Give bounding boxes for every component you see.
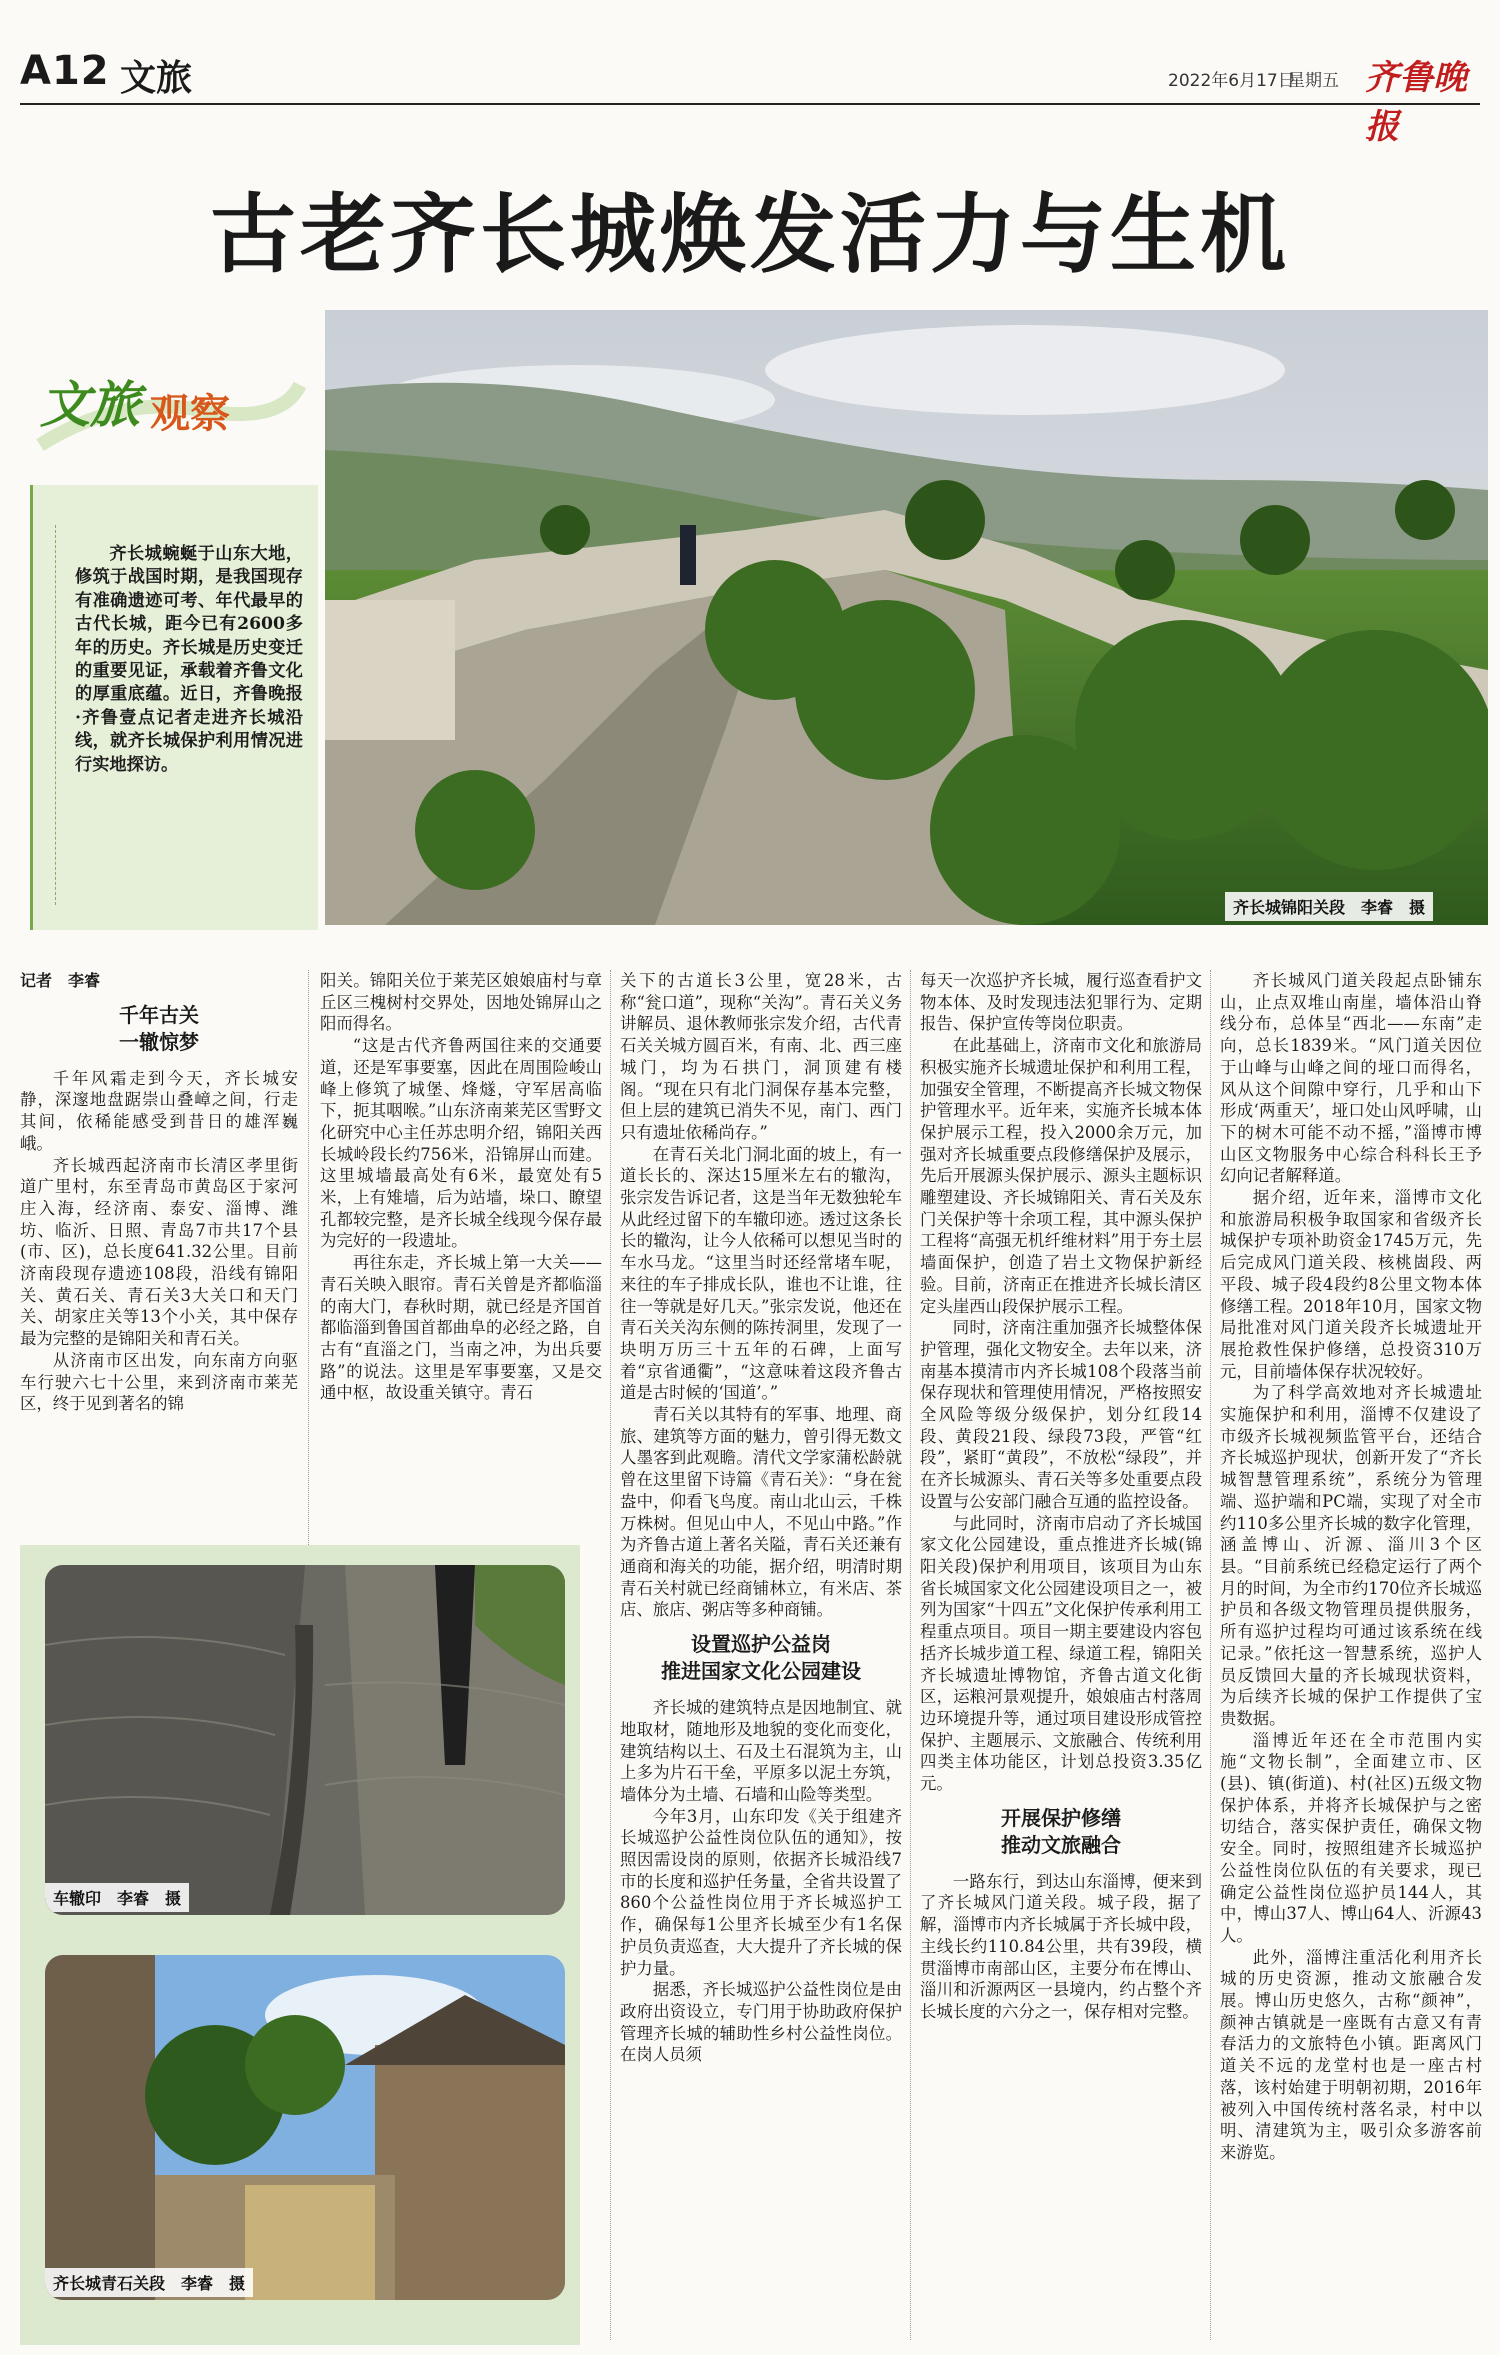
great-wall-photo	[325, 310, 1488, 925]
issue-weekday: 星期五	[1288, 71, 1339, 91]
paragraph: 齐长城的建筑特点是因地制宜、就地取材，随地形及地貌的变化而变化，建筑结构以土、石及土石混筑为主，山上多为片石干垒，平原多以泥土夯筑，墙体分为土墙、石墙和山险等类型。	[620, 1698, 902, 1804]
paragraph: 齐长城风门道关段起点卧铺东山，止点双堆山南崖，墙体沿山脊线分布，总体呈“西北——东南”走向，总长1839米。“风门道关因位于山峰与山峰之间的垭口而得名，风从这个间隙中穿行，几乎和山下形成‘两重天’，垭口处山风呼啸，山下的树木可能不动不摇，”淄博市博山区文物服务中心综合科科长王予幻向记者解释道。	[1220, 971, 1482, 1186]
paragraph: 同时，济南注重加强齐长城整体保护管理，强化文物安全。去年以来，济南基本摸清市内齐长城108个段落当前保存现状和管理使用情况，严格按照安全风险等级分级保护，划分红段14段、黄段21段、绿段73段，严管“红段”，紧盯“黄段”，不放松“绿段”，并在齐长城源头、青石关等多处重要点段设置与公安部门融合互通的监控设备。	[920, 1318, 1202, 1511]
article-column-3	[620, 970, 902, 2066]
page-header	[0, 0, 1500, 147]
subheading-line: 推动文旅融合	[1001, 1832, 1121, 1857]
wheel-rut-caption: 车辙印 李睿 摄	[45, 1883, 189, 1912]
column-logo-title: 文旅	[40, 375, 140, 434]
paragraph: 每天一次巡护齐长城，履行巡查看护文物本体、及时发现违法犯罪行为、定期报告、保护宣传等岗位职责。	[920, 971, 1202, 1034]
lead-box	[30, 485, 318, 930]
subheading-line: 一辙惊梦	[119, 1029, 199, 1054]
column-divider	[308, 970, 309, 1545]
paragraph: 据悉，齐长城巡护公益性岗位是由政府出资设立，专门用于协助政府保护管理齐长城的辅助性乡村公益性岗位。在岗人员须	[620, 1980, 902, 2065]
qingshi-pass-photo	[45, 1955, 565, 2300]
paragraph: 在青石关北门洞北面的坡上，有一道长长的、深达15厘米左右的辙沟，张宗发告诉记者，这是当年无数独轮车从此经过留下的车辙印迹。透过这条长长的辙沟，让今人依稀可以想见当时的车水马龙。“这里当时还经常堵车呢，来往的车子排成长队，谁也不让谁，往往一等就是好几天。”张宗发说，他还在青石关关沟东侧的陈抟洞里，发现了一块明万历三十五年的石碑，上面写着“京省通衢”，“这意味着这段齐鲁古道是古时候的‘国道’。”	[620, 1144, 902, 1403]
main-photo	[325, 310, 1488, 925]
paragraph: 今年3月，山东印发《关于组建齐长城巡护公益性岗位队伍的通知》，按照因需设岗的原则，依据齐长城沿线7市的长度和巡护任务量，全省共设置了860个公益性岗位用于齐长城巡护工作，确保每1公里齐长城至少有1名保护员负责巡查，大大提升了齐长城的保护力量。	[620, 1806, 902, 1978]
paragraph: 从济南市区出发，向东南方向驱车行驶六七十公里，来到济南市莱芜区，终于见到著名的锦	[20, 1350, 298, 1414]
subheading	[920, 1805, 1202, 1859]
page-number: A12	[20, 48, 110, 94]
qingshi-pass-image	[45, 1955, 565, 2300]
headline: 古老齐长城焕发活力与生机	[210, 184, 1290, 285]
article-column-2	[320, 970, 602, 1404]
paragraph: 在此基础上，济南市文化和旅游局积极实施齐长城遗址保护和利用工程，加强安全管理，不断提高齐长城文物保护管理水平。近年来，实施齐长城本体保护展示工程，投入2000余万元，加强对齐长城重要点段修缮保护及展示，先后开展源头保护展示、源头主题标识雕塑建设、齐长城锦阳关、青石关及东门关保护等十余项工程，其中源头保护工程将“高强无机纤维材料”用于夯土层墙面保护，创造了岩土文物保护新经验。目前，济南正在推进齐长城长清区定头崖西山段保护展示工程。	[920, 1036, 1202, 1316]
article-column-1	[20, 970, 298, 1415]
subheading	[620, 1631, 902, 1685]
paragraph: 与此同时，济南市启动了齐长城国家文化公园建设，重点推进齐长城(锦阳关段)保护利用项目，该项目为山东省长城国家文化公园建设项目之一，被列为国家“十四五”文化保护传承利用工程重点项目。项目一期主要建设内容包括齐长城步道工程、绿道工程，锦阳关齐长城遗址博物馆，齐鲁古道文化街区，运粮河景观提升，娘娘庙古村落周边环境提升等，通过项目建设形成管控保护、主题展示、文旅融合、传统利用四类主体功能区，计划总投资3.35亿元。	[920, 1513, 1202, 1794]
header-rule	[20, 103, 1480, 105]
paragraph: 此外，淄博注重活化利用齐长城的历史资源，推动文旅融合发展。博山历史悠久，古称“颜神”，颜神古镇就是一座既有古意又有青春活力的文旅特色小镇。距离风门道关不远的龙堂村也是一座古村落，该村始建于明朝初期，2016年被列入中国传统村落名录，村中以明、清建筑为主，吸引众多游客前来游览。	[1220, 1947, 1482, 2162]
subheading-line: 千年古关	[119, 1002, 199, 1027]
subheading-line: 推进国家文化公园建设	[661, 1659, 861, 1684]
byline: 记者 李睿	[20, 971, 101, 990]
paragraph: 千年风霜走到今天，齐长城安静，深邃地盘踞崇山叠嶂之间，行走其间，依稀能感受到昔日的雄浑巍峨。	[20, 1068, 298, 1153]
wheel-rut-image	[45, 1565, 565, 1915]
section-name: 文旅	[120, 58, 193, 99]
qingshi-pass-caption: 齐长城青石关段 李睿 摄	[45, 2268, 253, 2297]
paragraph: 关下的古道长3公里，宽28米，古称“瓮口道”，现称“关沟”。青石关义务讲解员、退休教师张宗发介绍，古代青石关关城方圆百米，有南、北、西三座城门，均为石拱门，洞顶建有楼阁。“现在只有北门洞保存基本完整，但上层的建筑已消失不见，南门、西门只有遗址依稀尚存。”	[620, 971, 902, 1142]
article-column-4	[920, 970, 1202, 2023]
paragraph: 淄博近年还在全市范围内实施“文物长制”，全面建立市、区(县)、镇(街道)、村(社区)五级文物保护体系，并将齐长城保护与之密切结合，落实保护责任，确保文物安全。同时，按照组建齐长城巡护公益性岗位队伍的有关要求，现已确定公益性岗位巡护员144人，其中，博山37人、博山64人、沂源43人。	[1220, 1730, 1482, 1945]
wheel-rut-photo	[45, 1565, 565, 1915]
subheading-line: 开展保护修缮	[1001, 1805, 1121, 1830]
paragraph: 阳关。锦阳关位于莱芜区娘娘庙村与章丘区三槐树村交界处，因地处锦屏山之阳而得名。	[320, 971, 602, 1034]
lead-box-rule	[55, 525, 56, 905]
column-divider	[1210, 970, 1211, 2340]
subheading	[20, 1002, 298, 1056]
article-column-5	[1220, 970, 1482, 2164]
paragraph: “这是古代齐鲁两国往来的交通要道，还是军事要塞，因此在周围险峻山峰上修筑了城堡、烽燧，守军居高临下，扼其咽喉。”山东济南莱芜区雪野文化研究中心主任苏忠明介绍，锦阳关西长城岭段长约756米，沿锦屏山而建。这里城墙最高处有6米，最宽处有5米，上有雉墙，后为站墙，垛口、瞭望孔都较完整，是齐长城全线现今保存最为完好的一段遗址。	[320, 1036, 602, 1251]
paragraph: 一路东行，到达山东淄博，便来到了齐长城风门道关段。城子段，据了解，淄博市内齐长城属于齐长城中段，主线长约110.84公里，共有39段，横贯淄博市南部山区，主要分布在博山、淄川和沂源两区一县境内，约占整个齐长城长度的六分之一，保存相对完整。	[920, 1871, 1202, 2021]
issue-date: 2022年6月17日	[1168, 71, 1295, 91]
column-divider	[610, 970, 611, 2340]
subheading-line: 设置巡护公益岗	[691, 1632, 831, 1657]
lead-text: 齐长城蜿蜒于山东大地，修筑于战国时期，是我国现存有准确遗迹可考、年代最早的古代长城，距今已有2600多年的历史。齐长城是历史变迁的重要见证，承载着齐鲁文化的厚重底蕴。近日，齐鲁晚报·齐鲁壹点记者走进齐长城沿线，就齐长城保护利用情况进行实地探访。	[75, 544, 303, 775]
column-divider	[910, 970, 911, 2340]
paragraph: 齐长城西起济南市长清区孝里街道广里村，东至青岛市黄岛区于家河庄入海，经济南、泰安、淄博、潍坊、临沂、日照、青岛7市共17个县(市、区)，总长度641.32公里。目前济南段现存遗迹108段，沿线有锦阳关、黄石关、青石关3大关口和天门关、胡家庄关等13个小关，其中保存最为完整的是锦阳关和青石关。	[20, 1155, 298, 1349]
paragraph: 为了科学高效地对齐长城遗址实施保护和利用，淄博不仅建设了市级齐长城视频监管平台，还结合齐长城巡护现状，创新开发了“齐长城智慧管理系统”，系统分为管理端、巡护端和PC端，实现了对全市约110多公里齐长城的数字化管理，涵盖博山、沂源、淄川3个区县。“目前系统已经稳定运行了两个月的时间，为全市约170位齐长城巡护员和各级文物管理员提供服务，所有巡护过程均可通过该系统在线记录。”依托这一智慧系统，巡护人员反馈回大量的齐长城现状资料，为后续齐长城的保护工作提供了宝贵数据。	[1220, 1383, 1482, 1728]
paragraph: 再往东走，齐长城上第一大关——青石关映入眼帘。青石关曾是齐都临淄的南大门，春秋时期，就已经是齐国首都临淄到鲁国首都曲阜的必经之路，自古有“直淄之门，当南之冲，为出兵要路”的说法。这里是军事要塞，又是交通中枢，故设重关镇守。青石	[320, 1253, 602, 1403]
paragraph: 青石关以其特有的军事、地理、商旅、建筑等方面的魅力，曾引得无数文人墨客到此观瞻。清代文学家蒲松龄就曾在这里留下诗篇《青石关》：“身在瓮盎中，仰看飞鸟度。南山北山云，千株万株树。但见山中人，不见山中路。”作为齐鲁古道上著名关隘，青石关还兼有通商和海关的功能，据介绍，明清时期青石关村就已经商铺林立，有米店、茶店、旅店、粥店等多种商铺。	[620, 1405, 902, 1620]
newspaper-name: 齐鲁晚报	[1365, 58, 1467, 147]
main-photo-caption: 齐长城锦阳关段 李睿 摄	[1225, 892, 1433, 921]
column-logo-subtitle: 观察	[150, 391, 230, 437]
paragraph: 据介绍，近年来，淄博市文化和旅游局积极争取国家和省级齐长城保护专项补助资金1745万元，先后完成风门道关段、核桃崮段、两平段、城子段4段约8公里文物本体修缮工程。2018年10月，国家文物局批准对风门道关段齐长城遗址开展抢救性保护修缮，总投资310万元，目前墙体保存状况较好。	[1220, 1188, 1482, 1381]
